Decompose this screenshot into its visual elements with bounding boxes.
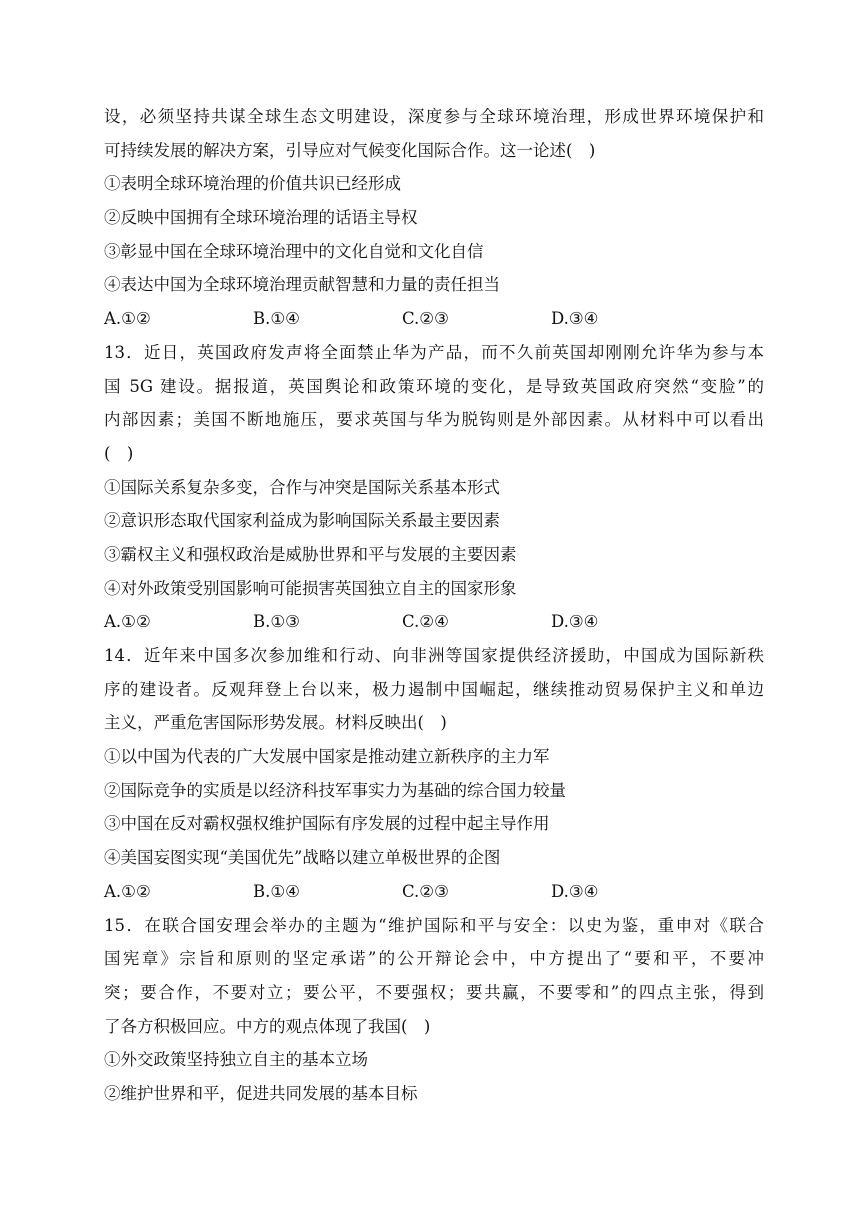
- option-a: A.①②: [104, 881, 151, 901]
- answer-options: [104, 875, 764, 909]
- question-13-text-line: ( ): [104, 443, 134, 463]
- option-d: D.③④: [551, 612, 599, 632]
- option-d: D.③④: [551, 881, 599, 901]
- statement: ①以中国为代表的广大发展中国家是推动建立新秩序的主力军: [104, 747, 550, 767]
- statement: ②国际竞争的实质是以经济科技军事实力为基础的综合国力较量: [104, 780, 566, 800]
- statement: ②维护世界和平，促进共同发展的基本目标: [104, 1083, 418, 1103]
- question-14-text-line: 序的建设者。反观拜登上台以来，极力遏制中国崛起，继续推动贸易保护主义和单边: [104, 679, 764, 699]
- question-15-text-line: 国宪章》宗旨和原则的坚定承诺”的公开辩论会中，中方提出了“要和平，不要冲: [104, 949, 764, 969]
- option-d: D.③④: [551, 309, 599, 329]
- question-13-text-line: 13．近日，英国政府发声将全面禁止华为产品，而不久前英国却刚刚允许华为参与本: [104, 342, 764, 362]
- question-14-text-line: 主义，严重危害国际形势发展。材料反映出( ): [104, 713, 447, 733]
- answer-options: [104, 605, 764, 639]
- statement: ③霸权主义和强权政治是威胁世界和平与发展的主要因素: [104, 544, 517, 564]
- option-b: B.①③: [253, 612, 300, 632]
- question-text-line: 设，必须坚持共谋全球生态文明建设，深度参与全球环境治理，形成世界环境保护和: [104, 107, 764, 126]
- statement: ④对外政策受别国影响可能损害英国独立自主的国家形象: [104, 578, 517, 598]
- question-15-text-line: 15．在联合国安理会举办的主题为“维护国际和平与安全：以史为鉴，重申对《联合: [104, 915, 764, 935]
- question-15-text-line: 了各方积极回应。中方的观点体现了我国( ): [104, 1016, 431, 1036]
- statement: ②意识形态取代国家利益成为影响国际关系最主要因素: [104, 511, 500, 531]
- statement: ①表明全球环境治理的价值共识已经形成: [104, 174, 401, 194]
- statement: ④美国妄图实现“美国优先”战略以建立单极世界的企图: [104, 848, 501, 868]
- statement: ②反映中国拥有全球环境治理的话语主导权: [104, 208, 418, 228]
- option-c: C.②③: [402, 309, 449, 329]
- statement: ③彰显中国在全球环境治理中的文化自觉和文化自信: [104, 241, 484, 261]
- option-b: B.①④: [253, 881, 300, 901]
- option-c: C.②③: [402, 881, 449, 901]
- statement: ③中国在反对霸权强权维护国际有序发展的过程中起主导作用: [104, 814, 550, 834]
- option-a: A.①②: [104, 309, 151, 329]
- question-13-text-line: 国 5G 建设。据报道，英国舆论和政策环境的变化，是导致英国政府突然“变脸”的: [104, 376, 764, 396]
- answer-options: [104, 302, 764, 336]
- question-13-text-line: 内部因素；美国不断地施压，要求英国与华为脱钩则是外部因素。从材料中可以看出: [104, 410, 764, 430]
- question-15-text-line: 突；要合作，不要对立；要公平，不要强权；要共赢，不要零和”的四点主张，得到: [104, 982, 764, 1002]
- exam-page: [104, 100, 764, 1111]
- statement: ①国际关系复杂多变，合作与冲突是国际关系基本形式: [104, 477, 500, 497]
- option-b: B.①④: [253, 309, 300, 329]
- option-c: C.②④: [402, 612, 449, 632]
- statement: ④表达中国为全球环境治理贡献智慧和力量的责任担当: [104, 275, 500, 295]
- question-text-line: 可持续发展的解决方案，引导应对气候变化国际合作。这一论述( ): [104, 140, 596, 160]
- statement: ①外交政策坚持独立自主的基本立场: [104, 1050, 368, 1070]
- option-a: A.①②: [104, 612, 151, 632]
- question-14-text-line: 14．近年来中国多次参加维和行动、向非洲等国家提供经济援助，中国成为国际新秩: [104, 646, 764, 665]
